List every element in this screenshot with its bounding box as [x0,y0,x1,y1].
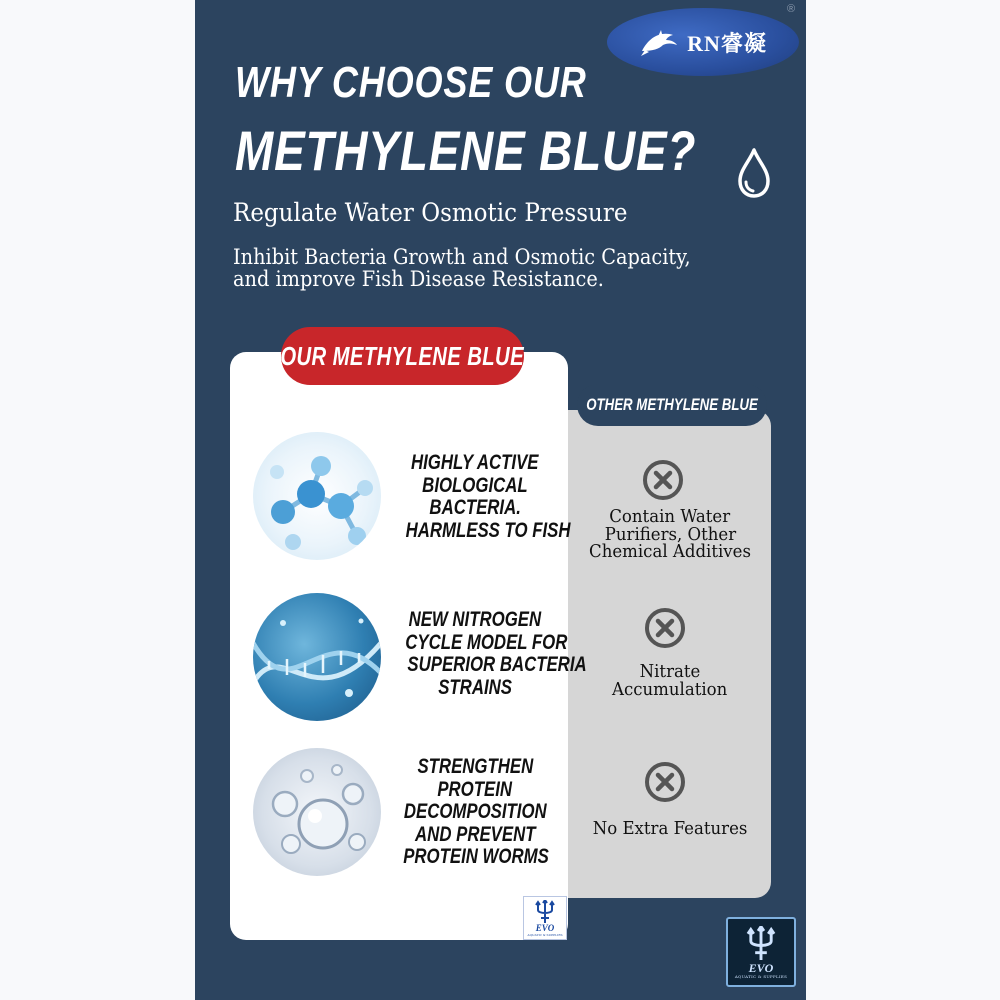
our-feature-line: BIOLOGICAL [422,473,528,497]
x-circle-icon [643,606,687,650]
evo-badge-subtitle: AQUATIC & SUPPLIES [527,932,563,937]
other-drawback-line: Chemical Additives [589,541,751,562]
trident-icon [534,900,556,924]
title-line-1: WHY CHOOSE OUR [235,58,587,107]
other-drawback-line: Contain Water [609,506,731,527]
our-feature-2 [385,608,587,699]
dolphin-icon [639,25,679,59]
our-feature-line: PROTEIN [437,777,513,801]
molecule-image [253,432,381,560]
our-feature-line: HIGHLY ACTIVE [411,451,539,474]
our-feature-line: STRENGTHEN [417,755,533,778]
title-line-2: METHYLENE BLUE? [235,119,697,182]
evo-badge-name: EVO [535,922,555,933]
evo-badge-subtitle: AQUATIC & SUPPLIES [734,973,788,979]
other-drawback-line: Purifiers, Other [604,523,736,545]
x-circle-icon [643,760,687,804]
our-feature-3 [385,756,565,869]
other-product-label [577,384,767,426]
our-feature-line: AND PREVENT [414,822,536,846]
water-drop-icon [735,146,773,200]
subtitle: Regulate Water Osmotic Pressure [233,198,628,227]
other-product-label-text: OTHER METHYLENE BLUE [586,395,758,414]
infographic-panel [195,0,806,1000]
other-drawback-line: No Extra Features [592,818,748,839]
our-feature-line: NEW NITROGEN [408,608,542,631]
registered-mark: ® [787,3,796,15]
description-line: and improve Fish Disease Resistance. [233,267,604,291]
brand-logo [607,8,799,76]
other-drawback-line: Accumulation [612,678,728,700]
our-feature-line: BACTERIA. [429,496,521,519]
other-drawback-1 [580,508,760,561]
evo-badge-name: EVO [748,960,774,975]
x-circle-icon [641,458,685,502]
our-feature-line: STRAINS [438,675,512,699]
our-feature-line: DECOMPOSITION [403,800,547,823]
logo-text: RN睿凝 [687,30,767,56]
other-drawback-2 [580,663,760,698]
description [233,246,691,290]
evo-badge-large [726,917,796,987]
our-product-label [281,327,524,385]
our-product-label-text: OUR METHYLENE BLUE [280,340,525,371]
evo-badge-small [523,896,567,940]
bubbles-image [253,748,381,876]
our-feature-1 [385,451,571,542]
our-feature-line: HARMLESS TO FISH [405,518,571,542]
description-line: Inhibit Bacteria Growth and Osmotic Capacity, [233,245,691,269]
trident-icon [745,926,777,962]
our-feature-line: SUPERIOR BACTERIA [407,653,587,676]
other-drawback-3 [580,820,760,838]
other-drawback-line: Nitrate [639,661,701,682]
dna-image [253,593,381,721]
our-feature-line: PROTEIN WORMS [403,845,549,868]
our-feature-line: CYCLE MODEL FOR [405,630,568,654]
